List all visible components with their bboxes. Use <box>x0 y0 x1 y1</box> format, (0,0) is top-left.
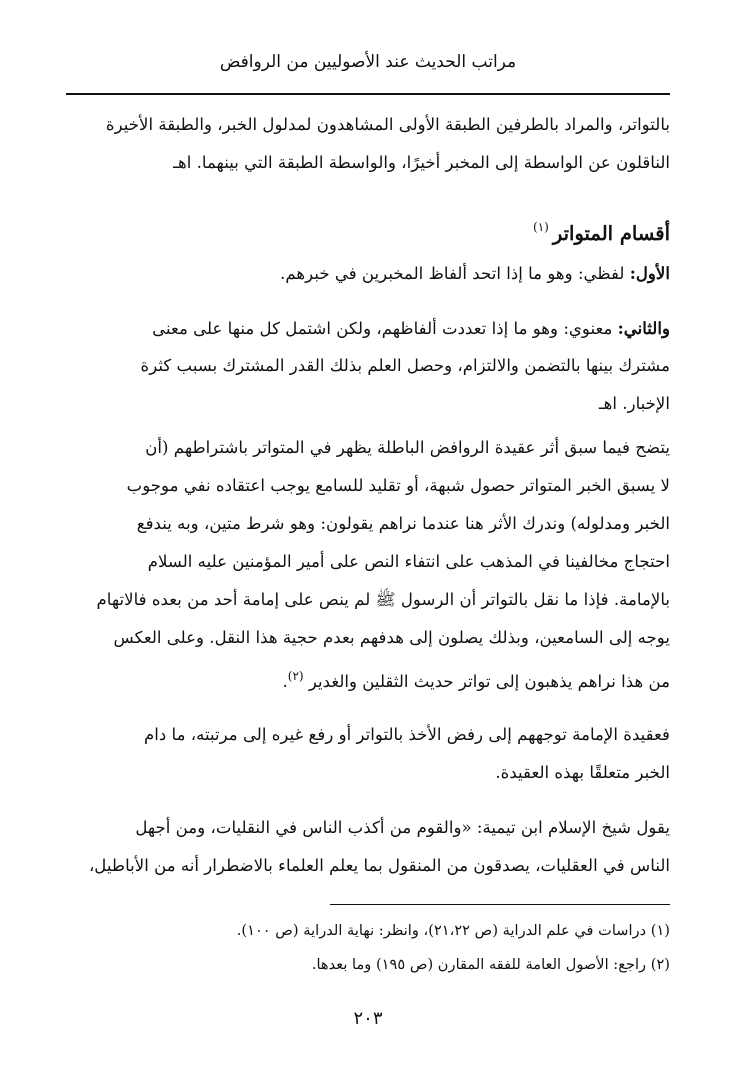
paragraph-first-type <box>66 254 670 292</box>
text-line: بالإمامة. فإذا ما نقل بالتواتر أن الرسول ﷺ لم ينص على إمامة أحد من بعده فالاتهام <box>96 590 670 609</box>
paragraph-1 <box>66 106 670 182</box>
footnote-2: (٢) راجع: الأصول العامة للفقه المقارن (ص ١٩٥) وما بعدها. <box>311 956 670 973</box>
paragraph-5 <box>66 716 670 792</box>
text-line: الخبر ومدلوله) وندرك الأثر هنا عندما نراهم يقولون: وهو شرط متين، وبه يندفع <box>136 514 670 533</box>
text-line: الإخبار. اهـ <box>598 394 670 413</box>
section-heading <box>66 207 670 247</box>
text-line: الخبر متعلقًا بهذه العقيدة. <box>495 763 670 782</box>
text-line: احتجاج مخالفينا في المذهب على انتفاء النص على أمير المؤمنين عليه السلام <box>147 552 670 571</box>
term-definition: لفظي: وهو ما إذا اتحد ألفاظ المخبرين في خبرهم. <box>280 264 630 283</box>
text-line <box>66 254 670 292</box>
running-header: مراتب الحديث عند الأصوليين من الروافض <box>219 52 517 72</box>
footnote-1: (١) دراسات في علم الدراية (ص ٢١،٢٢)، وانظر: نهاية الدراية (ص ١٠٠). <box>236 922 670 939</box>
header-divider <box>66 93 670 95</box>
term-definition: معنوي: وهو ما إذا تعددت ألفاظهم، ولكن اشتمل كل منها على معنى <box>152 319 618 338</box>
section-heading-text: أقسام المتواتر <box>552 222 670 245</box>
text-line: يوجه إلى السامعين، وبذلك يصلون إلى هدفهم بعدم حجية هذا النقل. وعلى العكس <box>113 628 670 647</box>
text-line <box>66 657 670 695</box>
footnote-ref-1: (١) <box>533 220 549 234</box>
page-number: ٢٠٣ <box>353 1008 383 1029</box>
term-label: الأول: <box>629 263 670 283</box>
paragraph-second-type <box>66 309 670 423</box>
paragraph-4 <box>66 429 670 695</box>
text-line: يتضح فيما سبق أثر عقيدة الروافض الباطلة يظهر في المتواتر باشتراطهم (أن <box>145 438 670 457</box>
text-line: يقول شيخ الإسلام ابن تيمية: «والقوم من أكذب الناس في النقليات، ومن أجهل <box>135 818 670 837</box>
footnote-ref-2: (٢) <box>287 669 304 683</box>
footnote-divider <box>330 904 670 905</box>
text-line: فعقيدة الإمامة توجههم إلى رفض الأخذ بالتواتر أو رفع غيره إلى مرتبته، ما دام <box>144 725 670 744</box>
paragraph-6 <box>66 809 670 885</box>
text-line: بالتواتر، والمراد بالطرفين الطبقة الأولى المشاهدون لمدلول الخبر، والطبقة الأخيرة <box>105 115 670 134</box>
text-line: الناقلون عن الواسطة إلى المخبر أخيرًا، والواسطة الطبقة التي بينهما. اهـ <box>173 153 670 172</box>
footnotes <box>66 914 670 982</box>
text-line: لا يسبق الخبر المتواتر حصول شبهة، أو تقليد للسامع يوجب اعتقاده نفي موجوب <box>126 476 670 495</box>
text-line: الناس في العقليات، يصدقون من المنقول بما يعلم العلماء بالاضطرار أنه من الأباطيل، <box>88 856 670 875</box>
sentence-end: . <box>282 672 288 691</box>
text-fragment: من هذا نراهم يذهبون إلى تواتر حديث الثقلين والغدير <box>308 672 670 691</box>
text-line: مشترك بينها بالتضمن والالتزام، وحصل العلم بذلك القدر المشترك بسبب كثرة <box>140 356 670 375</box>
text-line <box>66 309 670 347</box>
term-label: والثاني: <box>617 318 670 338</box>
